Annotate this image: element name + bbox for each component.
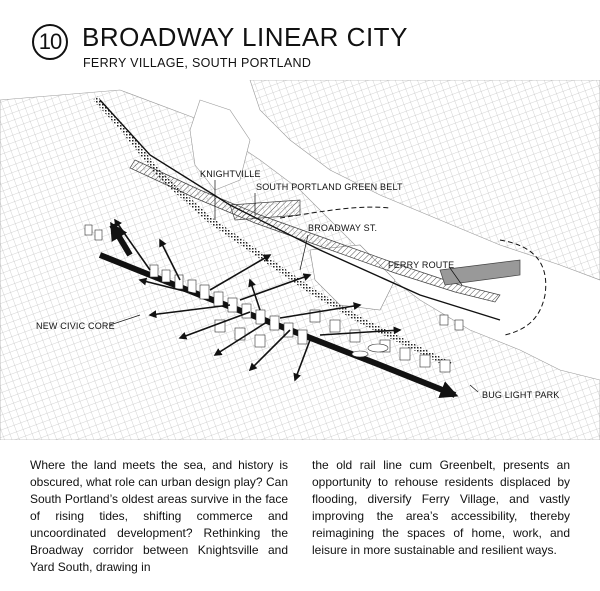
page-title: BROADWAY LINEAR CITY [82, 22, 408, 52]
map-svg [0, 80, 600, 440]
body-column-left: Where the land meets the sea, and history is obscured, what role can urban design play? Can South Portland’s oldest areas survive in the face of rising tides, shifting commerce and uncoordinated development? Rethinking the Broadway corridor between Knightsville and Yard South, drawing in [30, 458, 288, 574]
label-broadway-st: BROADWAY ST. [308, 223, 378, 233]
label-green-belt: SOUTH PORTLAND GREEN BELT [256, 182, 403, 192]
label-ferry-route: FERRY ROUTE [388, 260, 455, 270]
land-masses [0, 80, 600, 440]
axonometric-map-diagram [0, 80, 600, 440]
header [32, 20, 572, 80]
label-knightville: KNIGHTVILLE [200, 169, 261, 179]
section-number-badge: 10 [32, 24, 68, 60]
label-civic-core: NEW CIVIC CORE [36, 321, 115, 331]
body-text [30, 457, 570, 576]
page-subtitle: FERRY VILLAGE, SOUTH PORTLAND [83, 56, 312, 70]
body-column-right: the old rail line cum Greenbelt, presents an opportunity to rehouse residents displaced by flooding, diversify Ferry Village, and vastly improving the area’s accessibility, thereby reimagining the spaces of home, work, and leisure in more sustainable and resilient ways. [312, 458, 570, 557]
label-bug-light-park: BUG LIGHT PARK [482, 390, 560, 400]
